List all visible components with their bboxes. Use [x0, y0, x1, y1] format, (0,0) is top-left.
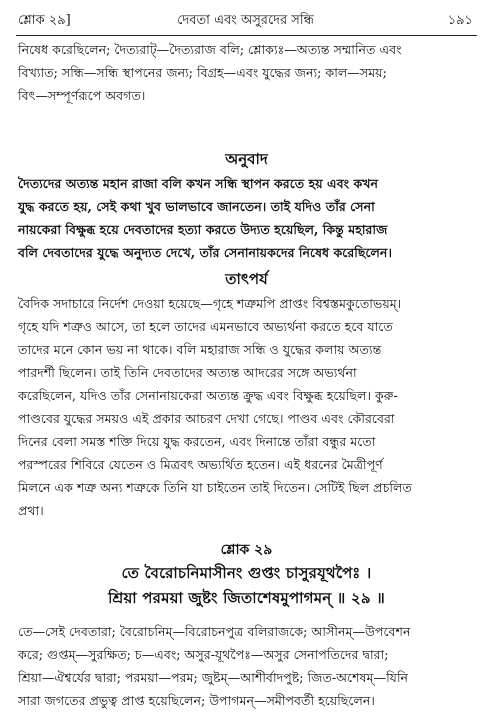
purport-line: করেছিলেন, যদিও তাঁর সেনানায়কেরা অত্যন্ত ক্রুদ্ধ এবং বিক্ষুব্ধ হয়েছিল। কুরু- — [18, 388, 398, 403]
translation-text — [18, 172, 475, 264]
purport-line: পাণ্ডবের যুদ্ধের সময়ও এই প্রকার আচরণ দেখা গেছে। পাণ্ডব এবং কৌরবেরা — [18, 411, 395, 426]
translation-line: নায়কেরা বিক্ষুব্ধ হয়ে দেবতাদের হত্যা করতে উদ্যত হয়েছিল, কিন্তু মহারাজ — [18, 222, 388, 237]
running-title: দেবতা এবং অসুরদের সন্ধি — [177, 12, 314, 28]
translation-line: বলি দেবতাদের যুদ্ধে অনুদ্যত দেখে, তাঁর সেনানায়কদের নিষেধ করেছিলেন। — [18, 245, 392, 260]
purport-line: গৃহে যদি শত্রুও আসে, তা হলে তাদের এমনভাবে অভ্যর্থনা করতে হবে যাতে — [18, 319, 393, 334]
purport-line: মিলনে এক শত্রু অন্য শত্রুকে তিনি যা চাইতেন তাই দিতেন। সেটিই ছিল প্রচলিত — [18, 480, 412, 495]
word-meaning-line: সারা জগতের প্রভুত্ব প্রাপ্ত হয়েছিলেন; উপাগমন্—সমীপবর্তী হয়েছিলেন। — [18, 693, 375, 708]
word-meaning-line: শ্রিয়া—ঐশ্বর্যের দ্বারা; পরময়া—পরম; জুষ্টম্—আশীর্বাদপুষ্ট; জিত-অশেষম্—যিনি — [18, 670, 409, 685]
translation-line: দৈত্যদের অত্যন্ত মহান রাজা বলি কখন সন্ধি স্থাপন করতে হয় এবং কখন — [18, 176, 379, 191]
word-meaning-line: তে—সেই দেবতারা; বৈরোচনিম্—বিরোচনপুত্র বলিরাজকে; আসীনম্—উপবেশন — [18, 624, 411, 639]
page-header — [18, 8, 473, 34]
chapter-verse-reference: শ্লোক ২৯] — [18, 12, 71, 28]
purport-text — [18, 292, 475, 522]
purport-heading: তাৎপর্য — [225, 270, 268, 288]
word-meaning-line: বিখ্যাত; সন্ধি—সন্ধি স্থাপনের জন্য; বিগ্রহ—এবং যুদ্ধের জন্য; কাল—সময়; — [18, 65, 387, 80]
purport-line: প্রথা। — [18, 503, 44, 518]
purport-line: পারদর্শী ছিলেন। তাই তিনি দেবতাদের অত্যন্ত আদরের সঙ্গে অভ্যর্থনা — [18, 365, 357, 380]
purport-line: তাদের মনে কোন ভয় না থাকে। বলি মহারাজ সন্ধি ও যুদ্ধের কলায় অত্যন্ত — [18, 342, 382, 357]
word-meaning-line: করে; গুপ্তম্—সুরক্ষিত; চ—এবং; অসুর-যূথপৈঃ—অসুর সেনাপতিদের দ্বারা; — [18, 647, 389, 662]
translation-line: যুদ্ধ করতে হয়, সেই কথা খুব ভালভাবে জানতেন। তাই যদিও তাঁর সেনা — [18, 199, 375, 214]
purport-line: বৈদিক সদাচারে নির্দেশ দেওয়া হয়েছে—গৃহে শত্রুমপি প্রাপ্তং বিশ্বস্তমকুতোভয়ম্। — [18, 296, 402, 311]
page-number: ১৯১ — [447, 12, 473, 28]
translation-heading: অনুবাদ — [225, 150, 268, 168]
purport-line: পরস্পরের শিবিরে যেতেন ও মিত্রবৎ অভ্যর্থিত হতেন। এই ধরনের মৈত্রীপূর্ণ — [18, 457, 383, 472]
word-meanings-top — [18, 38, 475, 107]
verse-number: শ্লোক ২৯ — [220, 542, 273, 558]
verse-line-2: শ্রিয়া পরময়া জুষ্টং জিতাশেষমুপাগমন্ ॥ ২৯ ॥ — [108, 589, 385, 607]
verse-line-1: তে বৈরোচনিমাসীনং গুপ্তং চাসুরযূথপৈঃ । — [121, 564, 372, 582]
word-meanings-bottom — [18, 620, 475, 712]
word-meaning-line: বিৎ—সম্পূর্ণরূপে অবগত। — [18, 88, 146, 103]
header-rule — [16, 35, 477, 36]
purport-line: দিনের বেলা সমস্ত শক্তি দিয়ে যুদ্ধ করতেন, এবং দিনান্তে তাঁরা বন্ধুর মতো — [18, 434, 376, 449]
word-meaning-line: নিষেধ করেছিলেন; দৈত্যরাট্—দৈত্যরাজ বলি; শ্লোক্যঃ—অত্যন্ত সম্মানিত এবং — [18, 42, 402, 57]
